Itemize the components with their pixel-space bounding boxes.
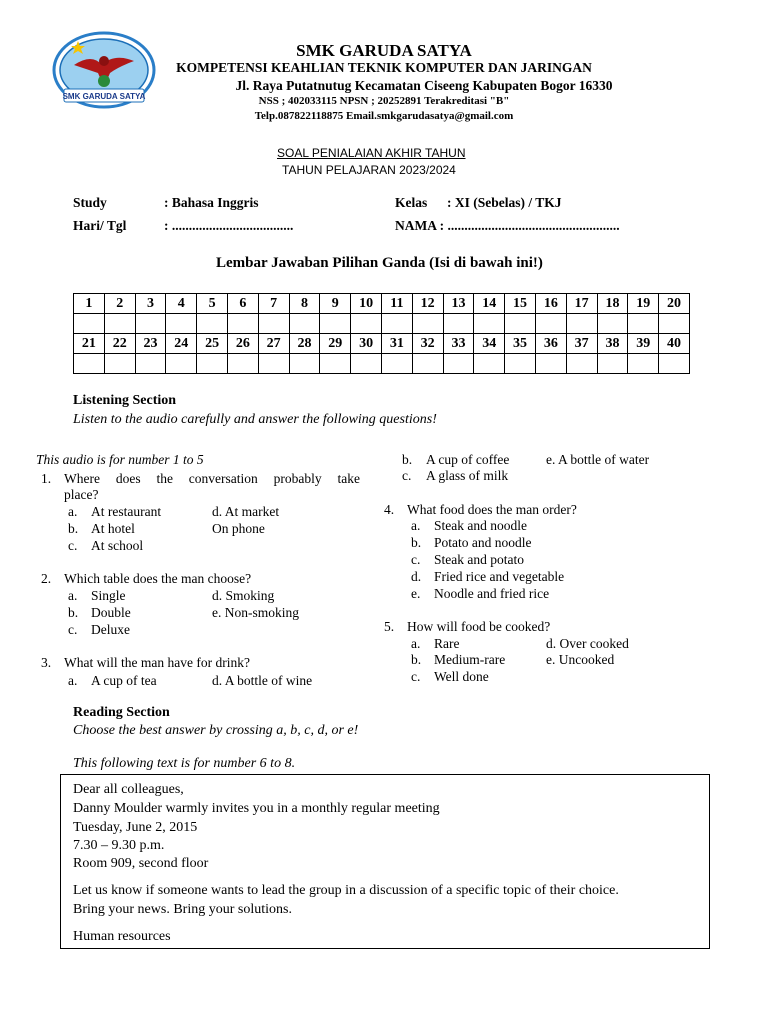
school-name: SMK GARUDA SATYA bbox=[296, 41, 472, 60]
q1-text: Where does the conversation probably take bbox=[64, 471, 360, 486]
answer-cell[interactable] bbox=[104, 354, 135, 374]
answer-number: 2 bbox=[104, 294, 135, 314]
answer-cell[interactable] bbox=[412, 314, 443, 334]
answer-number: 31 bbox=[381, 334, 412, 354]
option-letter: c. bbox=[411, 552, 421, 567]
answer-cell[interactable] bbox=[597, 314, 628, 334]
answer-cell[interactable] bbox=[166, 314, 197, 334]
q2-text: Which table does the man choose? bbox=[64, 571, 252, 586]
answer-numbers-row-2 bbox=[74, 334, 690, 354]
answer-cell[interactable] bbox=[135, 354, 166, 374]
answer-cell[interactable] bbox=[535, 314, 566, 334]
school-contact: Telp.087822118875 Email.smkgarudasatya@gmail.com bbox=[254, 110, 514, 122]
answer-cell[interactable] bbox=[197, 314, 228, 334]
q3-option-a[interactable]: A cup of tea bbox=[91, 673, 157, 688]
q5-option-b[interactable]: Medium-rare bbox=[434, 652, 506, 667]
answer-cell[interactable] bbox=[197, 354, 228, 374]
listening-instruction: Listen to the audio carefully and answer the following questions! bbox=[73, 412, 437, 427]
option-letter: a. bbox=[68, 504, 78, 519]
hari-field[interactable]: : .................................... bbox=[164, 218, 294, 233]
letter-body: Let us know if someone wants to lead the group in a discussion of a specific topic of their choice. bbox=[73, 883, 619, 898]
answer-cell[interactable] bbox=[258, 314, 289, 334]
reading-text-note: This following text is for number 6 to 8. bbox=[73, 756, 296, 771]
answer-number: 12 bbox=[412, 294, 443, 314]
study-value: : Bahasa Inggris bbox=[164, 195, 259, 210]
option-letter: b. bbox=[411, 652, 422, 667]
answer-cell[interactable] bbox=[227, 314, 258, 334]
letter-greeting: Dear all colleagues, bbox=[73, 782, 184, 797]
answer-number: 17 bbox=[566, 294, 597, 314]
q5-option-e[interactable]: e. Uncooked bbox=[546, 652, 615, 667]
q3-option-e[interactable]: e. A bottle of water bbox=[546, 452, 650, 467]
option-letter: c. bbox=[402, 468, 412, 483]
answer-cell[interactable] bbox=[320, 314, 351, 334]
answer-number: 11 bbox=[381, 294, 412, 314]
exam-year: TAHUN PELAJARAN 2023/2024 bbox=[282, 163, 456, 177]
answer-cell[interactable] bbox=[74, 314, 105, 334]
answer-sheet-title: Lembar Jawaban Pilihan Ganda (Isi di bawah ini!) bbox=[216, 255, 543, 271]
answer-blank-row-1 bbox=[74, 314, 690, 334]
q2-option-b[interactable]: Double bbox=[91, 605, 131, 620]
answer-number: 9 bbox=[320, 294, 351, 314]
answer-number: 37 bbox=[566, 334, 597, 354]
answer-cell[interactable] bbox=[381, 314, 412, 334]
answer-number: 20 bbox=[659, 294, 690, 314]
answer-cell[interactable] bbox=[535, 354, 566, 374]
answer-number: 18 bbox=[597, 294, 628, 314]
q3-text: What will the man have for drink? bbox=[64, 655, 250, 670]
q1-option-c[interactable]: At school bbox=[91, 538, 144, 553]
nama-field[interactable]: NAMA : ................................................... bbox=[395, 218, 620, 233]
answer-number: 33 bbox=[443, 334, 474, 354]
answer-cell[interactable] bbox=[289, 354, 320, 374]
q4-option-b[interactable]: Potato and noodle bbox=[434, 535, 532, 550]
letter-signature: Human resources bbox=[73, 929, 171, 944]
answer-number: 19 bbox=[628, 294, 659, 314]
answer-blank-row-2 bbox=[74, 354, 690, 374]
q1-text-cont: place? bbox=[64, 487, 99, 502]
answer-number: 15 bbox=[505, 294, 536, 314]
answer-cell[interactable] bbox=[628, 354, 659, 374]
option-letter: a. bbox=[68, 673, 78, 688]
answer-cell[interactable] bbox=[351, 354, 382, 374]
answer-cell[interactable] bbox=[351, 314, 382, 334]
q5-option-a[interactable]: Rare bbox=[434, 636, 460, 651]
answer-number: 25 bbox=[197, 334, 228, 354]
answer-number: 14 bbox=[474, 294, 505, 314]
exam-title: SOAL PENIALAIAN AKHIR TAHUN bbox=[277, 146, 466, 160]
answer-number: 8 bbox=[289, 294, 320, 314]
answer-cell[interactable] bbox=[74, 354, 105, 374]
answer-cell[interactable] bbox=[474, 314, 505, 334]
answer-cell[interactable] bbox=[412, 354, 443, 374]
q4-option-c[interactable]: Steak and potato bbox=[434, 552, 524, 567]
option-letter: a. bbox=[411, 636, 421, 651]
answer-number: 35 bbox=[505, 334, 536, 354]
letter-time: 7.30 – 9.30 p.m. bbox=[73, 838, 165, 853]
kelas-label: Kelas bbox=[395, 195, 428, 210]
option-letter: b. bbox=[402, 452, 413, 467]
answer-number: 1 bbox=[74, 294, 105, 314]
answer-number: 34 bbox=[474, 334, 505, 354]
q3-option-b[interactable]: A cup of coffee bbox=[426, 452, 510, 467]
listening-heading: Listening Section bbox=[73, 393, 177, 408]
option-letter: e. bbox=[411, 586, 421, 601]
answer-cell[interactable] bbox=[474, 354, 505, 374]
answer-cell[interactable] bbox=[104, 314, 135, 334]
option-letter: b. bbox=[68, 521, 79, 536]
answer-cell[interactable] bbox=[443, 314, 474, 334]
answer-cell[interactable] bbox=[659, 314, 690, 334]
answer-number: 10 bbox=[351, 294, 382, 314]
option-letter: a. bbox=[68, 588, 78, 603]
audio-note: This audio is for number 1 to 5 bbox=[36, 452, 204, 467]
q3-option-d[interactable]: d. A bottle of wine bbox=[212, 673, 313, 688]
reading-instruction: Choose the best answer by crossing a, b, c, d, or e! bbox=[73, 723, 359, 738]
school-program: KOMPETENSI KEAHLIAN TEKNIK KOMPUTER DAN JARINGAN bbox=[176, 60, 592, 75]
answer-cell[interactable] bbox=[166, 354, 197, 374]
answer-cell[interactable] bbox=[135, 314, 166, 334]
q2-option-a[interactable]: Single bbox=[91, 588, 126, 603]
q2-option-e[interactable]: e. Non-smoking bbox=[212, 605, 299, 620]
answer-cell[interactable] bbox=[443, 354, 474, 374]
q4-number: 4. bbox=[384, 502, 395, 517]
answer-number: 24 bbox=[166, 334, 197, 354]
reading-heading: Reading Section bbox=[73, 705, 170, 720]
answer-number: 30 bbox=[351, 334, 382, 354]
option-letter: c. bbox=[68, 622, 78, 637]
answer-number: 3 bbox=[135, 294, 166, 314]
school-address: Jl. Raya Putatnutug Kecamatan Ciseeng Kabupaten Bogor 16330 bbox=[235, 78, 613, 93]
option-letter: d. bbox=[411, 569, 422, 584]
answer-cell[interactable] bbox=[505, 314, 536, 334]
option-letter: c. bbox=[68, 538, 78, 553]
answer-cell[interactable] bbox=[289, 314, 320, 334]
answer-number: 28 bbox=[289, 334, 320, 354]
answer-numbers-row-1 bbox=[74, 294, 690, 314]
answer-grid bbox=[73, 293, 690, 374]
option-letter: a. bbox=[411, 518, 421, 533]
answer-number: 4 bbox=[166, 294, 197, 314]
answer-number: 29 bbox=[320, 334, 351, 354]
letter-line: Danny Moulder warmly invites you in a monthly regular meeting bbox=[73, 801, 440, 816]
answer-cell[interactable] bbox=[258, 354, 289, 374]
answer-number: 7 bbox=[258, 294, 289, 314]
answer-number: 16 bbox=[535, 294, 566, 314]
answer-number: 22 bbox=[104, 334, 135, 354]
answer-number: 40 bbox=[659, 334, 690, 354]
answer-cell[interactable] bbox=[628, 314, 659, 334]
letter-room: Room 909, second floor bbox=[73, 856, 209, 871]
answer-number: 23 bbox=[135, 334, 166, 354]
answer-cell[interactable] bbox=[566, 354, 597, 374]
answer-number: 6 bbox=[227, 294, 258, 314]
hari-label: Hari/ Tgl bbox=[73, 218, 127, 233]
q1-option-b[interactable]: At hotel bbox=[91, 521, 135, 536]
answer-number: 36 bbox=[535, 334, 566, 354]
answer-number: 21 bbox=[74, 334, 105, 354]
answer-cell[interactable] bbox=[566, 314, 597, 334]
q4-option-d[interactable]: Fried rice and vegetable bbox=[434, 569, 565, 584]
answer-number: 27 bbox=[258, 334, 289, 354]
option-letter: b. bbox=[68, 605, 79, 620]
q4-text: What food does the man order? bbox=[407, 502, 577, 517]
q4-option-a[interactable]: Steak and noodle bbox=[434, 518, 527, 533]
q1-option-a[interactable]: At restaurant bbox=[91, 504, 162, 519]
q1-option-d[interactable]: d. At market bbox=[212, 504, 280, 519]
kelas-value: : XI (Sebelas) / TKJ bbox=[447, 195, 562, 210]
q5-option-c[interactable]: Well done bbox=[434, 669, 489, 684]
study-label: Study bbox=[73, 195, 107, 210]
option-letter: c. bbox=[411, 669, 421, 684]
q2-option-c[interactable]: Deluxe bbox=[91, 622, 130, 637]
answer-cell[interactable] bbox=[320, 354, 351, 374]
letter-body: Bring your news. Bring your solutions. bbox=[73, 902, 292, 917]
q2-option-d[interactable]: d. Smoking bbox=[212, 588, 275, 603]
answer-number: 39 bbox=[628, 334, 659, 354]
q5-number: 5. bbox=[384, 619, 395, 634]
q5-option-d[interactable]: d. Over cooked bbox=[546, 636, 629, 651]
option-letter: b. bbox=[411, 535, 422, 550]
answer-number: 38 bbox=[597, 334, 628, 354]
answer-number: 13 bbox=[443, 294, 474, 314]
answer-number: 5 bbox=[197, 294, 228, 314]
q1-option-e[interactable]: On phone bbox=[212, 521, 265, 536]
answer-cell[interactable] bbox=[659, 354, 690, 374]
q1-number: 1. bbox=[41, 471, 52, 486]
answer-cell[interactable] bbox=[381, 354, 412, 374]
q3-option-c[interactable]: A glass of milk bbox=[426, 468, 509, 483]
q3-number: 3. bbox=[41, 655, 52, 670]
answer-cell[interactable] bbox=[597, 354, 628, 374]
school-ids: NSS ; 402033115 NPSN ; 20252891 Terakreditasi "B" bbox=[258, 95, 510, 107]
answer-number: 26 bbox=[227, 334, 258, 354]
answer-cell[interactable] bbox=[505, 354, 536, 374]
q4-option-e[interactable]: Noodle and fried rice bbox=[434, 586, 550, 601]
q2-number: 2. bbox=[41, 571, 52, 586]
answer-cell[interactable] bbox=[227, 354, 258, 374]
logo-text: SMK GARUDA SATYA bbox=[62, 92, 146, 101]
q5-text: How will food be cooked? bbox=[407, 619, 551, 634]
answer-number: 32 bbox=[412, 334, 443, 354]
letter-date: Tuesday, June 2, 2015 bbox=[73, 820, 198, 835]
